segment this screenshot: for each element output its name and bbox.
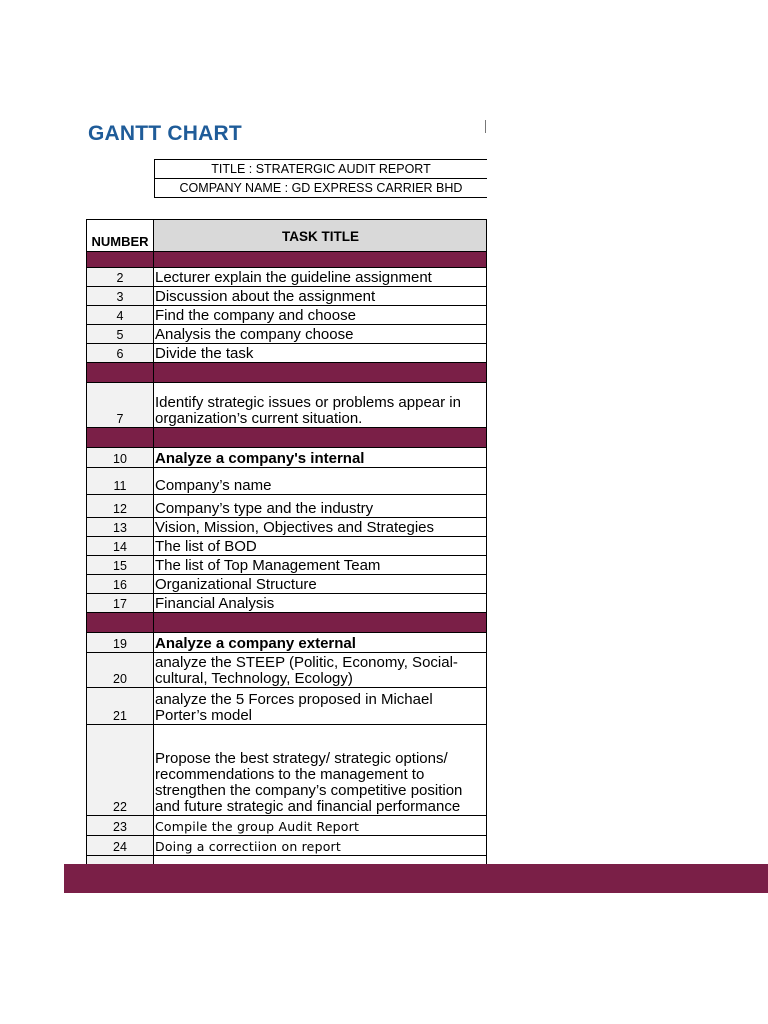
task-title-cell bbox=[154, 653, 487, 687]
task-title-cell bbox=[154, 594, 487, 612]
task-number-cell: 20 bbox=[87, 653, 154, 687]
task-number-cell: 24 bbox=[87, 836, 154, 855]
task-title-text: Doing a correctiion on report bbox=[155, 839, 341, 854]
cell-cursor-mark bbox=[485, 120, 486, 133]
task-title-text: Financial Analysis bbox=[155, 595, 275, 612]
task-number-cell bbox=[87, 252, 154, 267]
task-title-cell bbox=[154, 468, 487, 494]
task-title-cell bbox=[154, 306, 487, 324]
task-number-cell: 13 bbox=[87, 518, 154, 536]
task-title-cell bbox=[154, 268, 487, 286]
task-title-cell bbox=[154, 575, 487, 593]
table-row bbox=[87, 518, 487, 537]
task-title-text: The list of BOD bbox=[155, 538, 257, 555]
table-row bbox=[87, 495, 487, 518]
number-column-header: NUMBER bbox=[87, 220, 154, 251]
table-row bbox=[87, 306, 487, 325]
task-number-cell: 12 bbox=[87, 495, 154, 517]
task-title-cell bbox=[154, 556, 487, 574]
task-title-text: analyze the STEEP (Politic, Economy, Social-cultural, Technology, Ecology) bbox=[155, 654, 458, 687]
task-number-cell: 6 bbox=[87, 344, 154, 362]
task-title-cell bbox=[154, 287, 487, 305]
task-title-text: analyze the 5 Forces proposed in Michael Porter’s model bbox=[155, 691, 433, 724]
task-number-cell bbox=[87, 428, 154, 447]
section-band-row bbox=[87, 363, 487, 383]
info-box bbox=[154, 159, 487, 198]
table-row bbox=[87, 383, 487, 428]
table-row bbox=[87, 725, 487, 816]
task-number-cell: 4 bbox=[87, 306, 154, 324]
footer-band bbox=[64, 864, 768, 893]
task-number-cell: 21 bbox=[87, 688, 154, 724]
task-number-cell: 2 bbox=[87, 268, 154, 286]
table-row bbox=[87, 633, 487, 653]
task-title-cell bbox=[154, 836, 487, 855]
task-title-text: The list of Top Management Team bbox=[155, 557, 381, 574]
table-row bbox=[87, 556, 487, 575]
task-title-cell bbox=[154, 613, 487, 632]
task-title-cell bbox=[154, 252, 487, 267]
task-number-cell: 23 bbox=[87, 816, 154, 835]
task-title-cell bbox=[154, 383, 487, 427]
task-number-cell: 7 bbox=[87, 383, 154, 427]
task-number-cell: 17 bbox=[87, 594, 154, 612]
table-row bbox=[87, 268, 487, 287]
table-row bbox=[87, 688, 487, 725]
report-title-cell: TITLE : STRATERGIC AUDIT REPORT bbox=[155, 160, 487, 179]
table-row bbox=[87, 325, 487, 344]
task-number-cell bbox=[87, 363, 154, 382]
section-band-row bbox=[87, 613, 487, 633]
table-row bbox=[87, 448, 487, 468]
task-title-cell bbox=[154, 633, 487, 652]
table-row bbox=[87, 575, 487, 594]
task-title-text: Find the company and choose bbox=[155, 307, 356, 324]
task-title-text: Analysis the company choose bbox=[155, 326, 354, 343]
table-header-row bbox=[87, 220, 487, 252]
task-title-text: Divide the task bbox=[155, 345, 254, 362]
task-number-cell: 10 bbox=[87, 448, 154, 467]
task-title-text: Propose the best strategy/ strategic options/ recommendations to the management to strengthen the company’s competitive position and future strategic and financial performance bbox=[155, 750, 463, 815]
task-title-column-header: TASK TITLE bbox=[154, 220, 487, 251]
task-number-cell: 14 bbox=[87, 537, 154, 555]
section-band-row bbox=[87, 252, 487, 268]
task-title-text: Lecturer explain the guideline assignment bbox=[155, 269, 432, 286]
table-row bbox=[87, 816, 487, 836]
task-title-text: Analyze a company external bbox=[155, 635, 356, 652]
task-title-text: Organizational Structure bbox=[155, 576, 317, 593]
task-title-cell bbox=[154, 495, 487, 517]
task-title-text: Company’s type and the industry bbox=[155, 500, 374, 517]
table-row bbox=[87, 287, 487, 306]
task-number-cell: 19 bbox=[87, 633, 154, 652]
section-band-row bbox=[87, 428, 487, 448]
task-number-cell: 22 bbox=[87, 725, 154, 815]
task-number-cell: 16 bbox=[87, 575, 154, 593]
table-row bbox=[87, 537, 487, 556]
task-title-cell bbox=[154, 725, 487, 815]
task-title-text: Discussion about the assignment bbox=[155, 288, 376, 305]
task-number-cell: 15 bbox=[87, 556, 154, 574]
table-body bbox=[87, 252, 487, 882]
table-row bbox=[87, 836, 487, 856]
task-title-text: Company’s name bbox=[155, 477, 272, 494]
task-title-cell bbox=[154, 448, 487, 467]
task-title-cell bbox=[154, 537, 487, 555]
task-title-text: Analyze a company's internal bbox=[155, 450, 365, 467]
task-number-cell: 5 bbox=[87, 325, 154, 343]
task-number-cell bbox=[87, 613, 154, 632]
task-title-cell bbox=[154, 325, 487, 343]
table-row bbox=[87, 344, 487, 363]
task-title-text: Compile the group Audit Report bbox=[155, 819, 360, 834]
task-title-text: Identify strategic issues or problems appear in organization’s current situation. bbox=[155, 394, 461, 427]
task-title-cell bbox=[154, 344, 487, 362]
table-row bbox=[87, 653, 487, 688]
task-title-cell bbox=[154, 518, 487, 536]
page-title: GANTT CHART bbox=[88, 122, 242, 145]
table-row bbox=[87, 594, 487, 613]
task-number-cell: 11 bbox=[87, 468, 154, 494]
task-number-cell: 3 bbox=[87, 287, 154, 305]
task-title-text: Vision, Mission, Objectives and Strategies bbox=[155, 519, 435, 536]
task-title-cell bbox=[154, 816, 487, 835]
task-title-cell bbox=[154, 688, 487, 724]
task-table bbox=[86, 219, 487, 882]
company-name-cell: COMPANY NAME : GD EXPRESS CARRIER BHD bbox=[155, 179, 487, 198]
table-row bbox=[87, 468, 487, 495]
task-title-cell bbox=[154, 428, 487, 447]
task-title-cell bbox=[154, 363, 487, 382]
